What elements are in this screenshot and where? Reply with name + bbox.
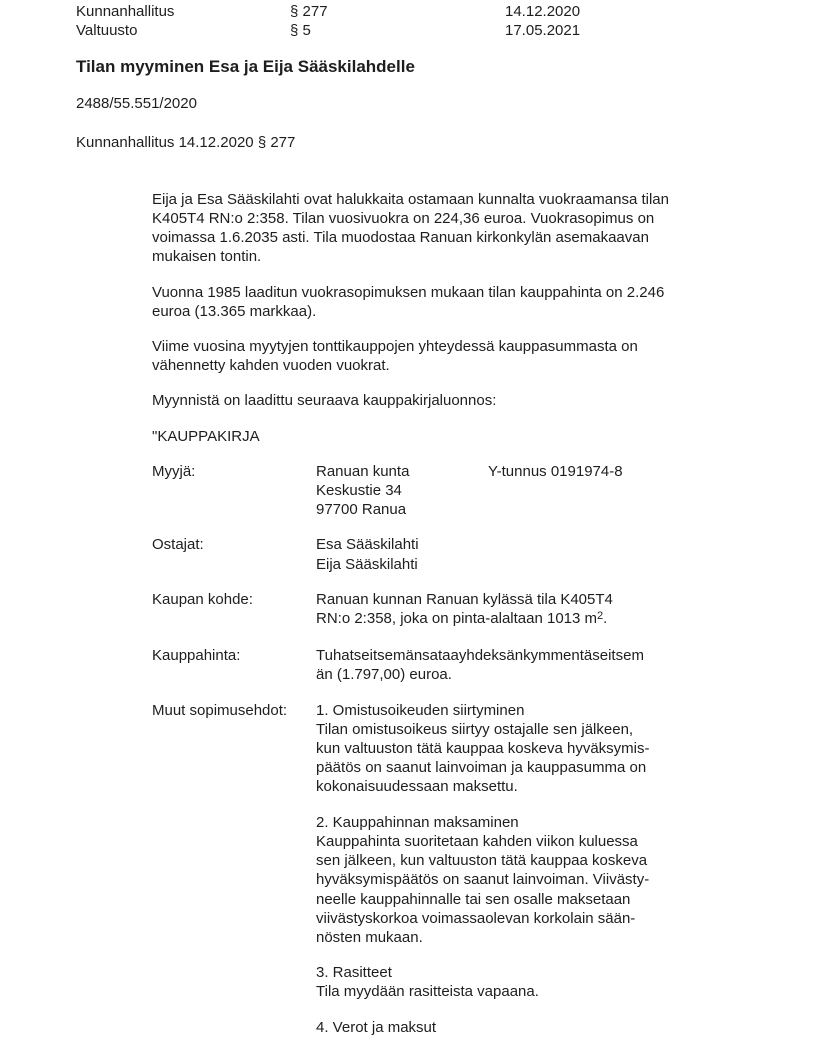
clause-line: neelle kauppahinnalle tai sen osalle maksetaan: [316, 890, 631, 908]
object-line-text: .: [603, 610, 608, 628]
paragraph: [152, 283, 816, 321]
field-value: [316, 590, 816, 630]
header-org: Kunnanhallitus: [76, 3, 175, 20]
clause-line: kun valtuuston tätä kauppaa koskeva hyväksymis-: [316, 740, 650, 758]
paragraph-line: K405T4 RN:o 2:358. Tilan vuosivuokra on 224,36 euroa. Vuokrasopimus on: [152, 210, 655, 228]
clause-line: päätös on saanut lainvoiman ja kauppasumma on: [316, 759, 647, 777]
paragraph: [152, 337, 816, 375]
paragraph-line: euroa (13.365 markkaa).: [152, 302, 317, 320]
seller-address: 97700 Ranua: [316, 501, 407, 519]
paragraph-line: Vuonna 1985 laaditun vuokrasopimuksen mukaan tilan kauppahinta on 2.246: [152, 283, 665, 301]
clause-line: 4. Verot ja maksut: [316, 1018, 437, 1036]
paragraph-line: voimassa 1.6.2035 asti. Tila muodostaa Ranuan kirkonkylän asemakaavan: [152, 229, 649, 247]
field-object: [152, 590, 816, 630]
object-line: [316, 609, 816, 630]
clause-line: nösten mukaan.: [316, 928, 423, 946]
clause-line: 1. Omistusoikeuden siirtyminen: [316, 701, 525, 719]
object-line-text: RN:o 2:358, joka on pinta-alaltaan 1013 m: [316, 610, 598, 628]
clause-line: Kauppahinta suoritetaan kahden viikon kuluessa: [316, 832, 638, 850]
clause-line: sen jälkeen, kun valtuuston tätä kauppaa koskeva: [316, 852, 648, 870]
document-body: [152, 190, 816, 1037]
terms-clause-4: [316, 1018, 816, 1037]
paragraph-line: mukaisen tontin.: [152, 248, 262, 266]
seller-address: Keskustie 34: [316, 482, 402, 500]
paragraph-line: Eija ja Esa Sääskilahti ovat halukkaita ostamaan kunnalta vuokraamansa tilan: [152, 190, 669, 208]
header-section: § 5: [290, 22, 311, 40]
price-line: än (1.797,00) euroa.: [316, 666, 452, 684]
header-section: § 277: [290, 3, 328, 20]
buyer-name: Eija Sääskilahti: [316, 555, 418, 573]
field-label: Kauppahinta:: [152, 647, 241, 665]
document-header: [76, 2, 816, 40]
field-value: [316, 701, 816, 1037]
header-org: Valtuusto: [76, 22, 138, 40]
page-title: Tilan myyminen Esa ja Eija Sääskilahdelle: [76, 57, 415, 77]
field-label: Muut sopimusehdot:: [152, 701, 288, 719]
price-line: Tuhatseitsemänsataayhdeksänkymmentäseitsem: [316, 647, 644, 665]
seller-name: Ranuan kunta: [316, 462, 410, 480]
field-value: [316, 462, 816, 520]
field-label: Myyjä:: [152, 462, 196, 480]
object-line: Ranuan kunnan Ranuan kylässä tila K405T4: [316, 590, 613, 608]
field-label: Ostajat:: [152, 536, 204, 554]
seller-name-row: [316, 462, 816, 481]
field-value: [316, 535, 816, 573]
deed-heading: "KAUPPAKIRJA: [152, 427, 260, 445]
field-buyers: [152, 535, 816, 573]
buyer-name: Esa Sääskilahti: [316, 536, 419, 554]
field-value: [316, 646, 816, 684]
seller-business-id: Y-tunnus 0191974-8: [488, 462, 623, 480]
paragraph-line: vähennetty kahden vuoden vuokrat.: [152, 357, 390, 375]
clause-line: 3. Rasitteet: [316, 964, 392, 982]
header-date: 17.05.2021: [505, 22, 581, 40]
paragraph: [152, 391, 816, 410]
field-label: Kaupan kohde:: [152, 590, 253, 608]
clause-line: 2. Kauppahinnan maksaminen: [316, 813, 519, 831]
clause-line: Tilan omistusoikeus siirtyy ostajalle sen jälkeen,: [316, 720, 634, 738]
field-seller: [152, 462, 816, 520]
clause-line: hyväksymispäätös on saanut lainvoiman. Viivästy-: [316, 871, 650, 889]
clause-line: Tila myydään rasitteista vapaana.: [316, 983, 539, 1001]
terms-clause-1: [316, 701, 816, 797]
clause-line: kokonaisuudessaan maksettu.: [316, 778, 518, 796]
field-price: [152, 646, 816, 684]
superscript-2: 2: [597, 610, 604, 623]
subheading: Kunnanhallitus 14.12.2020 § 277: [76, 133, 296, 151]
case-number: 2488/55.551/2020: [76, 95, 197, 113]
paragraph-line: Myynnistä on laadittu seuraava kauppakirjaluonnos:: [152, 392, 497, 410]
terms-clause-3: [316, 963, 816, 1001]
field-terms: [152, 701, 816, 1037]
clause-line: viivästyskorkoa voimassaolevan korkolain sään-: [316, 909, 636, 927]
terms-clause-2: [316, 813, 816, 947]
paragraph: [152, 190, 816, 267]
paragraph-line: Viime vuosina myytyjen tonttikauppojen yhteydessä kauppasummasta on: [152, 338, 638, 356]
header-date: 14.12.2020: [505, 3, 581, 20]
